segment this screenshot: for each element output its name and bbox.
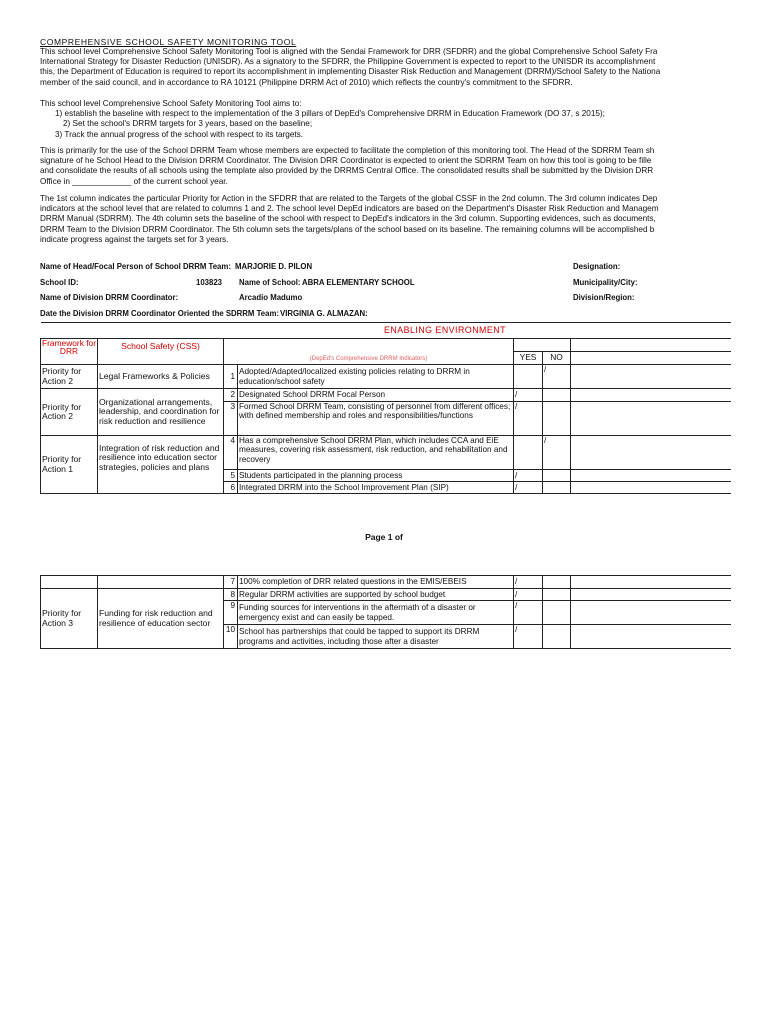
indicator-text: 100% completion of DRR related questions in the EMIS/EBEIS — [238, 576, 514, 589]
indicator-text: Adopted/Adapted/localized existing policies relating to DRRM in education/school safety — [238, 365, 514, 389]
indicator-number: 2 — [224, 389, 238, 402]
indicator-number: 5 — [224, 470, 238, 482]
indicator-text: Regular DRRM activities are supported by school budget — [238, 589, 514, 601]
aims-line: 3) Track the annual progress of the school with respect to its targets. — [55, 129, 304, 139]
intro-line: International Strategy for Disaster Reduction (UNISDR). As a signatory to the SFDRR, the Philippine Government is expected to report to the UNISDR its accomplishment — [40, 57, 656, 67]
indicator-number: 3 — [224, 402, 238, 436]
no-cell — [543, 589, 571, 601]
css-cell: Funding for risk reduction and resilience of education sector — [98, 589, 224, 649]
school-name-value: ABRA ELEMENTARY SCHOOL — [302, 278, 415, 287]
indicators-header: (DepEd's Comprehensive DRRM Indicators) — [224, 339, 514, 365]
usage-line: Office in _____________ of the current school year. — [40, 176, 228, 186]
indicator-number: 10 — [224, 625, 238, 649]
indicator-text: Has a comprehensive School DRRM Plan, which includes CCA and EiE measures, covering risk assessment, risk reduction, and rehabilitation and recovery — [238, 436, 514, 470]
indicator-text: Designated School DRRM Focal Person — [238, 389, 514, 402]
target-cell — [571, 576, 731, 589]
yes-cell — [514, 365, 543, 389]
priority-cell: Priority for Action 2 — [41, 365, 98, 389]
table-section-row — [41, 323, 731, 339]
indicator-text: Students participated in the planning process — [238, 470, 514, 482]
table-row — [41, 576, 731, 589]
table-row — [41, 365, 731, 389]
framework-header: Framework for DRR — [41, 339, 98, 365]
head-label: Name of Head/Focal Person of School DRRM Team: — [40, 262, 231, 271]
css-cell: Organizational arrangements, leadership, and coordination for risk reduction and resilience — [98, 389, 224, 436]
date-value: VIRGINIA G. ALMAZAN: — [280, 309, 368, 318]
yes-cell: / — [514, 589, 543, 601]
division-coord-value: Arcadio Madumo — [239, 293, 303, 302]
table-row — [41, 589, 731, 601]
municipality-label: Municipality/City: — [573, 278, 638, 287]
date-label: Date the Division DRRM Coordinator Oriented the SDRRM Team: — [40, 309, 279, 318]
no-cell — [543, 482, 571, 494]
school-id-value: 103823 — [196, 278, 223, 287]
target-cell — [571, 601, 731, 625]
school-id-label: School ID: — [40, 278, 79, 287]
no-cell — [543, 601, 571, 625]
columns-line: indicators at the school level that are related to columns 1 and 2. The school level DepEd indicators are based on the Department's Disaster Risk Reduction and Managem — [40, 204, 659, 214]
intro-line: this, the Department of Education is required to report its accomplishment in implementing Disaster Risk Reduction and Management (DRRM)/School Safety to the Nationa — [40, 67, 661, 77]
columns-line: indicate progress against the targets set for 3 years. — [40, 234, 229, 244]
priority-cell — [41, 576, 98, 589]
no-cell — [543, 576, 571, 589]
document-page — [40, 0, 768, 1024]
indicator-number: 4 — [224, 436, 238, 470]
indicator-text: Formed School DRRM Team, consisting of personnel from different offices; with defined membership and roles and responsibilities/functions — [238, 402, 514, 436]
yes-cell: / — [514, 601, 543, 625]
monitoring-table-continued — [40, 575, 731, 649]
intro-line: This school level Comprehensive School Safety Monitoring Tool is aligned with the Sendai Framework for DRR (SFDRR) and the global Comprehensive School Safety Fra — [40, 47, 658, 56]
no-cell: / — [543, 436, 571, 470]
usage-line: signature of he School Head to the Division DRRM Coordinator. The Division DRR Coordinator is expected to orient the SDRRM Team on how this tool is going to be fille — [40, 156, 652, 166]
division-coord-label: Name of Division DRRM Coordinator: — [40, 293, 179, 302]
priority-cell: Priority for Action 2 — [41, 389, 98, 436]
columns-paragraph — [40, 194, 768, 245]
no-cell — [543, 625, 571, 649]
aims-paragraph — [40, 99, 768, 140]
css-cell: Integration of risk reduction and resilience into education sector strategies, policies and plans — [98, 436, 224, 494]
target-cell — [571, 589, 731, 601]
priority-cell: Priority for Action 3 — [41, 589, 98, 649]
no-cell — [543, 402, 571, 436]
monitoring-table — [40, 322, 731, 494]
columns-line: The 1st column indicates the particular Priority for Action in the SFDRR that are related to the Targets of the global CSSF in the 2nd column. The 3rd column indicates Dep — [40, 194, 658, 203]
head-value: MARJORIE D. PILON — [235, 262, 313, 271]
indicator-text: Integrated DRRM into the School Improvement Plan (SIP) — [238, 482, 514, 494]
table-row — [41, 389, 731, 402]
yes-cell: / — [514, 482, 543, 494]
usage-line: This is primarily for the use of the School DRRM Team whose members are expected to facilitate the completion of this monitoring tool. The Head of the SDRRM Team sh — [40, 146, 655, 155]
indicator-number: 1 — [224, 365, 238, 389]
target-cell — [571, 470, 731, 482]
yes-cell: / — [514, 470, 543, 482]
usage-line: and consolidate the results of all schools using the template also provided by the DRRMS Central Office. The consolidated results shall be submitted by the Division DRR — [40, 166, 654, 176]
yes-cell: / — [514, 389, 543, 402]
no-header: NO — [543, 352, 571, 365]
yes-cell: / — [514, 402, 543, 436]
indicator-number: 6 — [224, 482, 238, 494]
intro-line: member of the said council, and in accordance to RA 10121 (Philippine DRRM Act of 2010) which reflects the country's commitment to the SFDRR. — [40, 77, 573, 87]
yes-cell — [514, 436, 543, 470]
css-cell — [98, 576, 224, 589]
yes-cell: / — [514, 576, 543, 589]
indicator-number: 8 — [224, 589, 238, 601]
designation-label: Designation: — [573, 262, 621, 271]
target-cell — [571, 482, 731, 494]
table-header-row — [41, 339, 731, 352]
target-cell — [571, 389, 731, 402]
target-header — [571, 339, 731, 352]
indicator-text: Funding sources for interventions in the aftermath of a disaster or emergency exist and can easily be tapped. — [238, 601, 514, 625]
target-cell — [571, 625, 731, 649]
indicator-number: 9 — [224, 601, 238, 625]
target-cell — [571, 352, 731, 365]
section-header: ENABLING ENVIRONMENT — [41, 323, 731, 339]
target-cell — [571, 365, 731, 389]
school-name-label: Name of School: — [239, 278, 301, 287]
no-cell — [543, 389, 571, 402]
aims-line: 1) establish the baseline with respect to the implementation of the 3 pillars of DepEd's Comprehensive DRRM in Education Framework (DO 37, s 2015); — [55, 109, 605, 119]
priority-cell: Priority for Action 1 — [41, 436, 98, 494]
aims-line: This school level Comprehensive School Safety Monitoring Tool aims to: — [40, 99, 302, 108]
aims-line: 2) Set the school's DRRM targets for 3 years, based on the baseline; — [63, 119, 313, 129]
yes-header: YES — [514, 352, 543, 365]
baseline-header — [514, 339, 571, 352]
usage-paragraph — [40, 146, 768, 187]
page-number: Page 1 of — [365, 532, 403, 542]
no-cell: / — [543, 365, 571, 389]
region-label: Division/Region: — [573, 293, 635, 302]
indicator-text: School has partnerships that could be tapped to support its DRRM programs and activities, including those after a disaster — [238, 625, 514, 649]
intro-paragraph — [40, 47, 768, 88]
document-title: COMPREHENSIVE SCHOOL SAFETY MONITORING TOOL — [40, 37, 297, 47]
css-cell: Legal Frameworks & Policies — [98, 365, 224, 389]
no-cell — [543, 470, 571, 482]
target-cell — [571, 402, 731, 436]
target-cell — [571, 436, 731, 470]
columns-line: DRRM Team to the Division DRRM Coordinator. The 5th column sets the targets/plans of the school based on its baseline. The remaining columns will be accomplished b — [40, 224, 655, 234]
columns-line: DRRM Manual (SDRRM). The 4th column sets the baseline of the school with respect to DepEd's indicators in the 3rd column. Supporting evidences, such as documents, — [40, 214, 656, 224]
css-targets-header: School Safety (CSS) — [98, 339, 224, 365]
yes-cell: / — [514, 625, 543, 649]
indicator-number: 7 — [224, 576, 238, 589]
table-row — [41, 436, 731, 470]
